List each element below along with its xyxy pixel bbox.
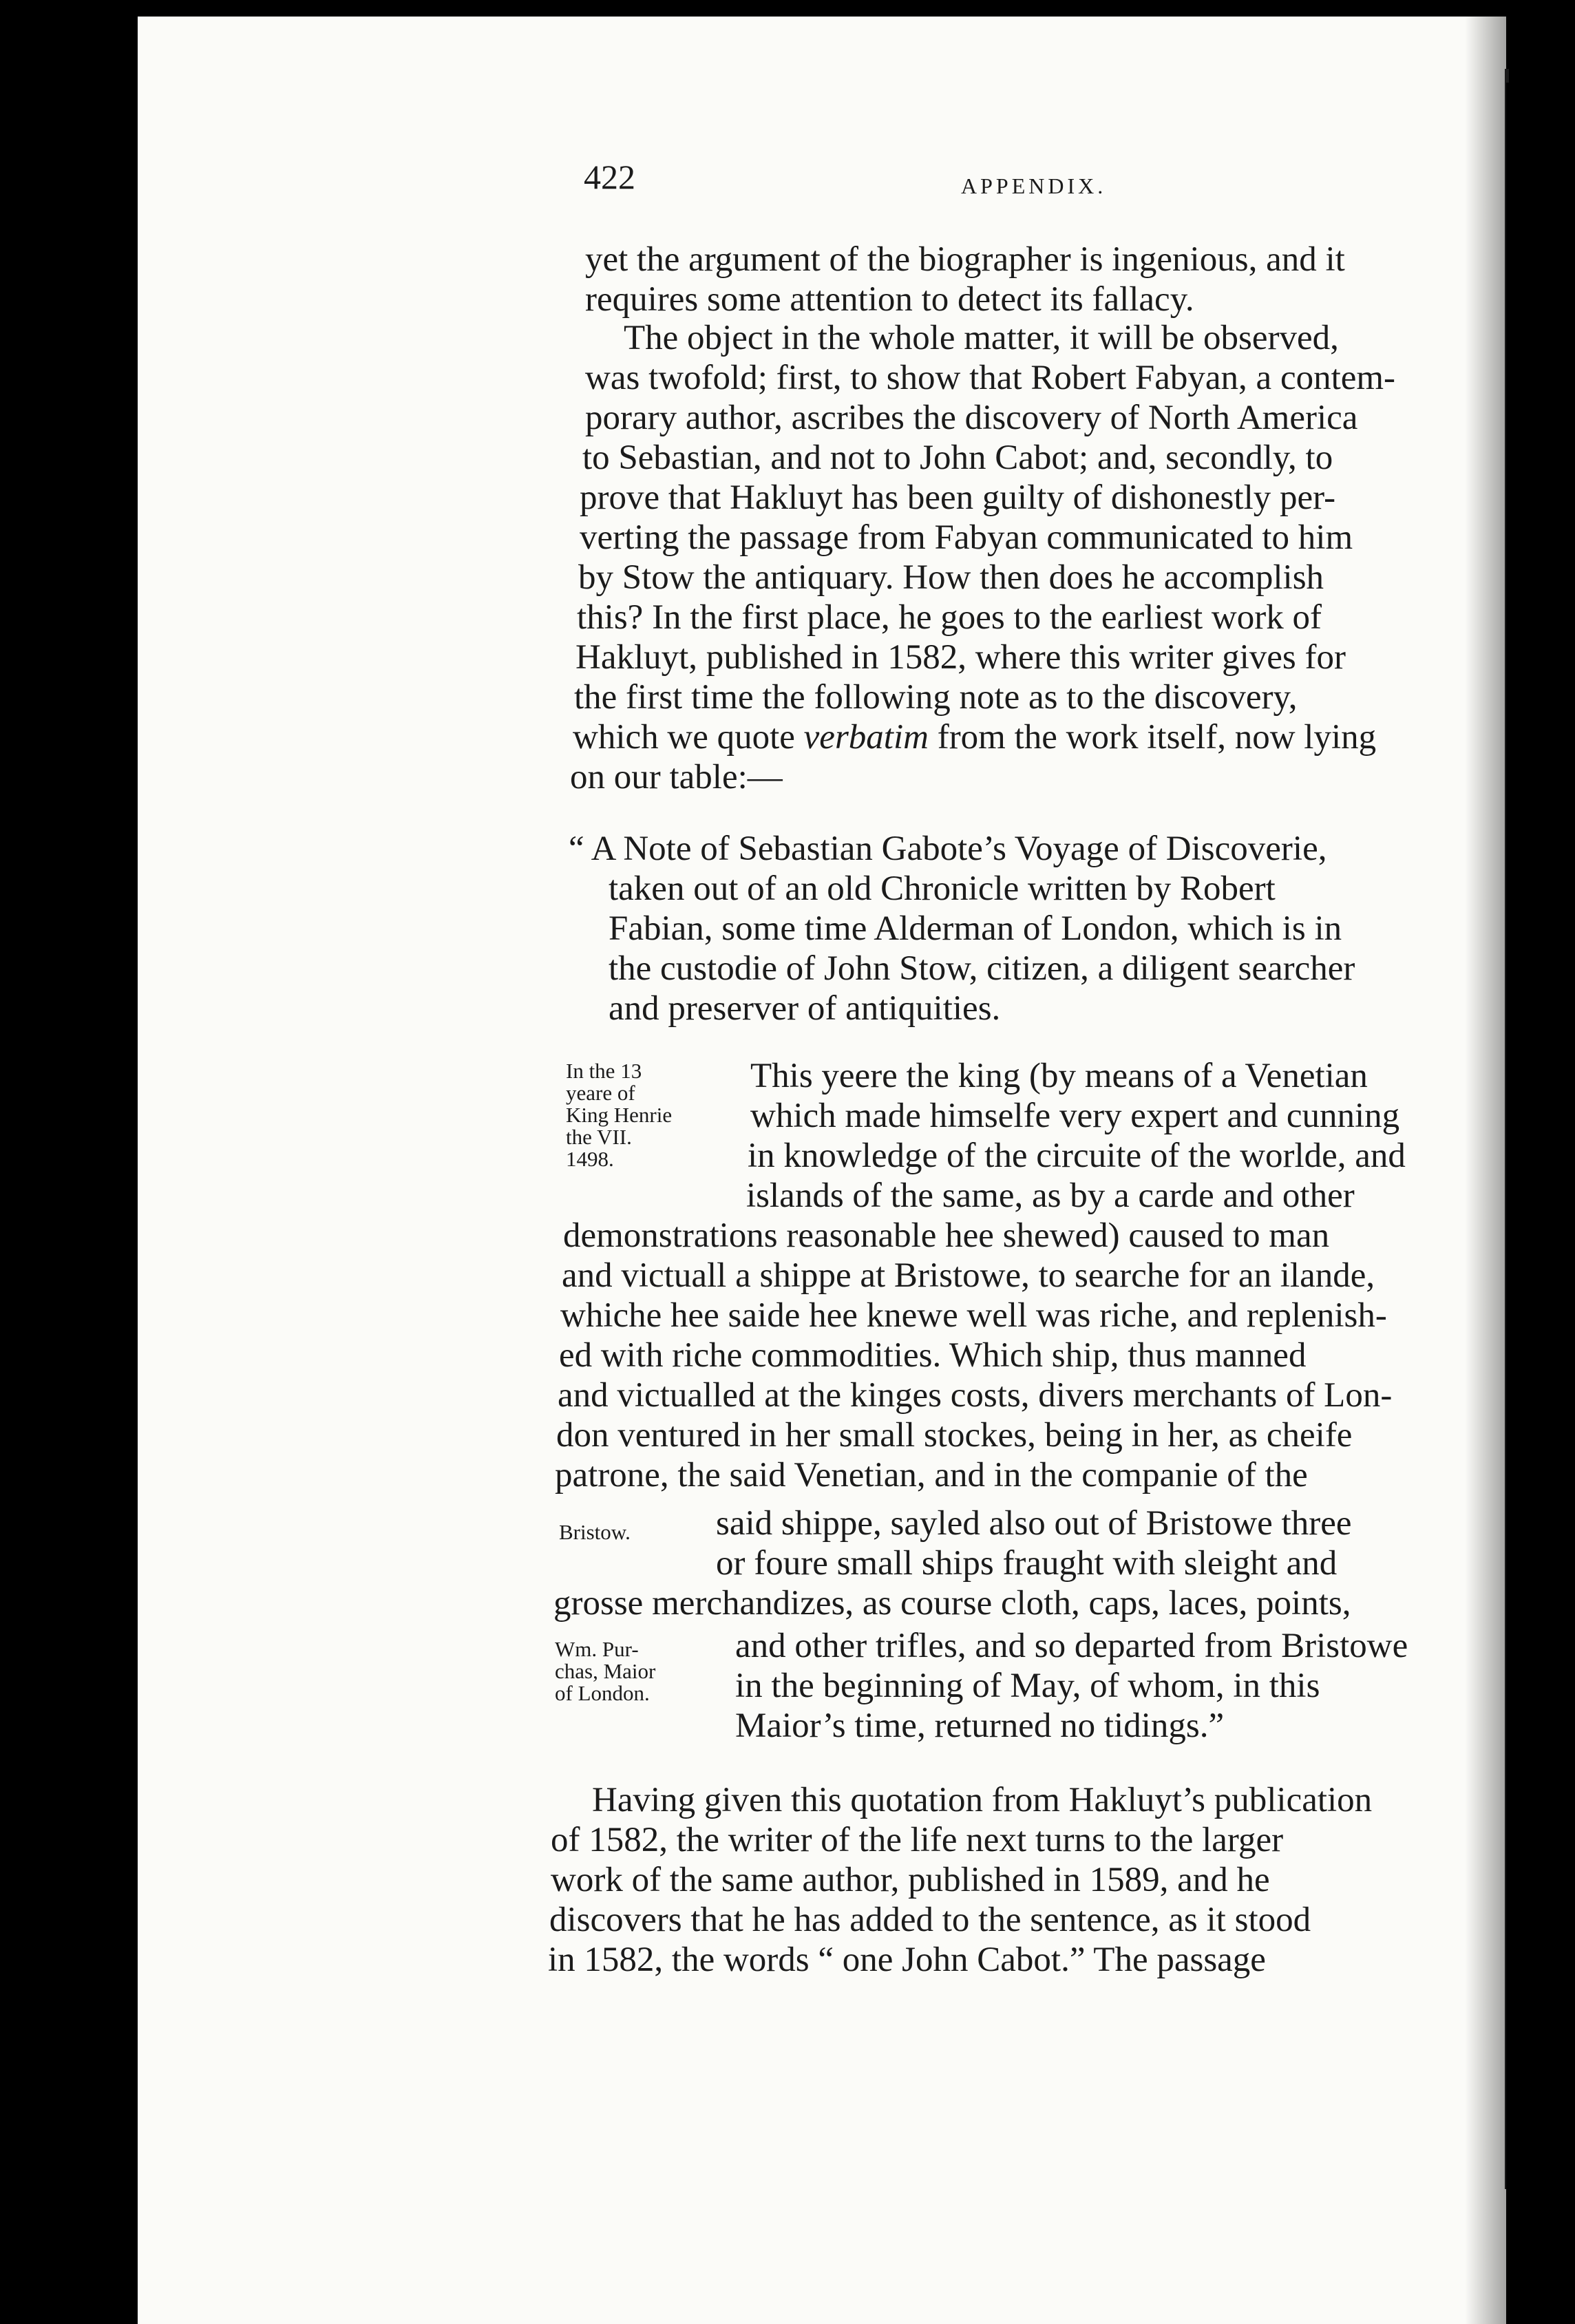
quote-line: and victuall a shippe at Bristowe, to searche for an ilande, [562, 1256, 1375, 1295]
text-line: discovers that he has added to the sentence, as it stood [549, 1901, 1311, 1939]
quote-line: and victualled at the kinges costs, divers merchants of Lon- [558, 1376, 1393, 1415]
quote-heading-line: “ A Note of Sebastian Gabote’s Voyage of Discoverie, [569, 830, 1327, 868]
quote-line: Maior’s time, returned no tidings.” [735, 1707, 1225, 1745]
quote-line: islands of the same, as by a carde and other [746, 1176, 1355, 1215]
text-line: The object in the whole matter, it will be observed, [624, 319, 1339, 357]
margin-note-year: In the 13 yeare of King Henrie the VII. 1498. [566, 1059, 673, 1171]
quote-line: or foure small ships fraught with sleight and [716, 1544, 1338, 1583]
text-line: requires some attention to detect its fallacy. [585, 280, 1194, 319]
text-line: work of the same author, published in 1589, and he [551, 1861, 1270, 1899]
quote-line: This yeere the king (by means of a Venetian [750, 1057, 1368, 1095]
quote-line: which made himselfe very expert and cunning [750, 1097, 1400, 1135]
text-line: the first time the following note as to the discovery, [574, 678, 1298, 717]
quote-line: ed with riche commodities. Which ship, thus manned [559, 1336, 1307, 1375]
text-span: from the work itself, now lying [928, 718, 1377, 757]
text-line: was twofold; first, to show that Robert Fabyan, a contem- [585, 359, 1396, 397]
text-line: of 1582, the writer of the life next turns to the larger [551, 1821, 1284, 1859]
italic-word: verbatim [803, 718, 929, 757]
quote-heading-line: and preserver of antiquities. [609, 989, 1001, 1028]
quote-line: patrone, the said Venetian, and in the companie of the [555, 1456, 1308, 1494]
text-line: verting the passage from Fabyan communicated to him [580, 518, 1353, 557]
text-line: Having given this quotation from Hakluyt’s publication [592, 1781, 1373, 1819]
text-line [573, 717, 1376, 757]
page-number: 422 [584, 158, 635, 196]
page-gutter-shadow [1465, 17, 1506, 2324]
quote-line: demonstrations reasonable hee shewed) caused to man [563, 1216, 1330, 1255]
text-line: porary author, ascribes the discovery of North America [585, 399, 1358, 437]
quote-heading-line: Fabian, some time Alderman of London, which is in [609, 909, 1342, 948]
quote-line: don ventured in her small stockes, being in her, as cheife [556, 1416, 1353, 1455]
quote-heading-line: taken out of an old Chronicle written by Robert [609, 869, 1276, 908]
text-line: to Sebastian, and not to John Cabot; and, secondly, to [582, 439, 1333, 477]
quote-line: in the beginning of May, of whom, in this [735, 1667, 1320, 1705]
quote-line: said shippe, sayled also out of Bristowe three [716, 1504, 1352, 1543]
quote-line: in knowledge of the circuite of the worlde, and [748, 1137, 1406, 1175]
quote-line: whiche hee saide hee knewe well was riche, and replenish- [560, 1296, 1387, 1335]
running-head: APPENDIX. [961, 173, 1107, 198]
text-line: prove that Hakluyt has been guilty of dishonestly per- [580, 478, 1336, 517]
text-line: on our table:— [570, 758, 783, 796]
text-line: in 1582, the words “ one John Cabot.” The passage [548, 1941, 1266, 1979]
margin-note-mayor: Wm. Pur- chas, Maior of London. [555, 1637, 656, 1705]
text-line: Hakluyt, published in 1582, where this writer gives for [575, 638, 1346, 677]
scan-background [1506, 83, 1575, 2324]
text-span: which we quote [573, 718, 804, 757]
text-line: yet the argument of the biographer is ingenious, and it [585, 240, 1345, 279]
quote-heading-line: the custodie of John Stow, citizen, a diligent searcher [609, 949, 1355, 988]
text-line: this? In the first place, he goes to the earliest work of [577, 598, 1322, 637]
quote-line: grosse merchandizes, as course cloth, caps, laces, points, [553, 1584, 1351, 1623]
quote-line: and other trifles, and so departed from Bristowe [735, 1627, 1408, 1665]
margin-note-place: Bristow. [559, 1520, 631, 1544]
text-line: by Stow the antiquary. How then does he accomplish [578, 558, 1324, 597]
